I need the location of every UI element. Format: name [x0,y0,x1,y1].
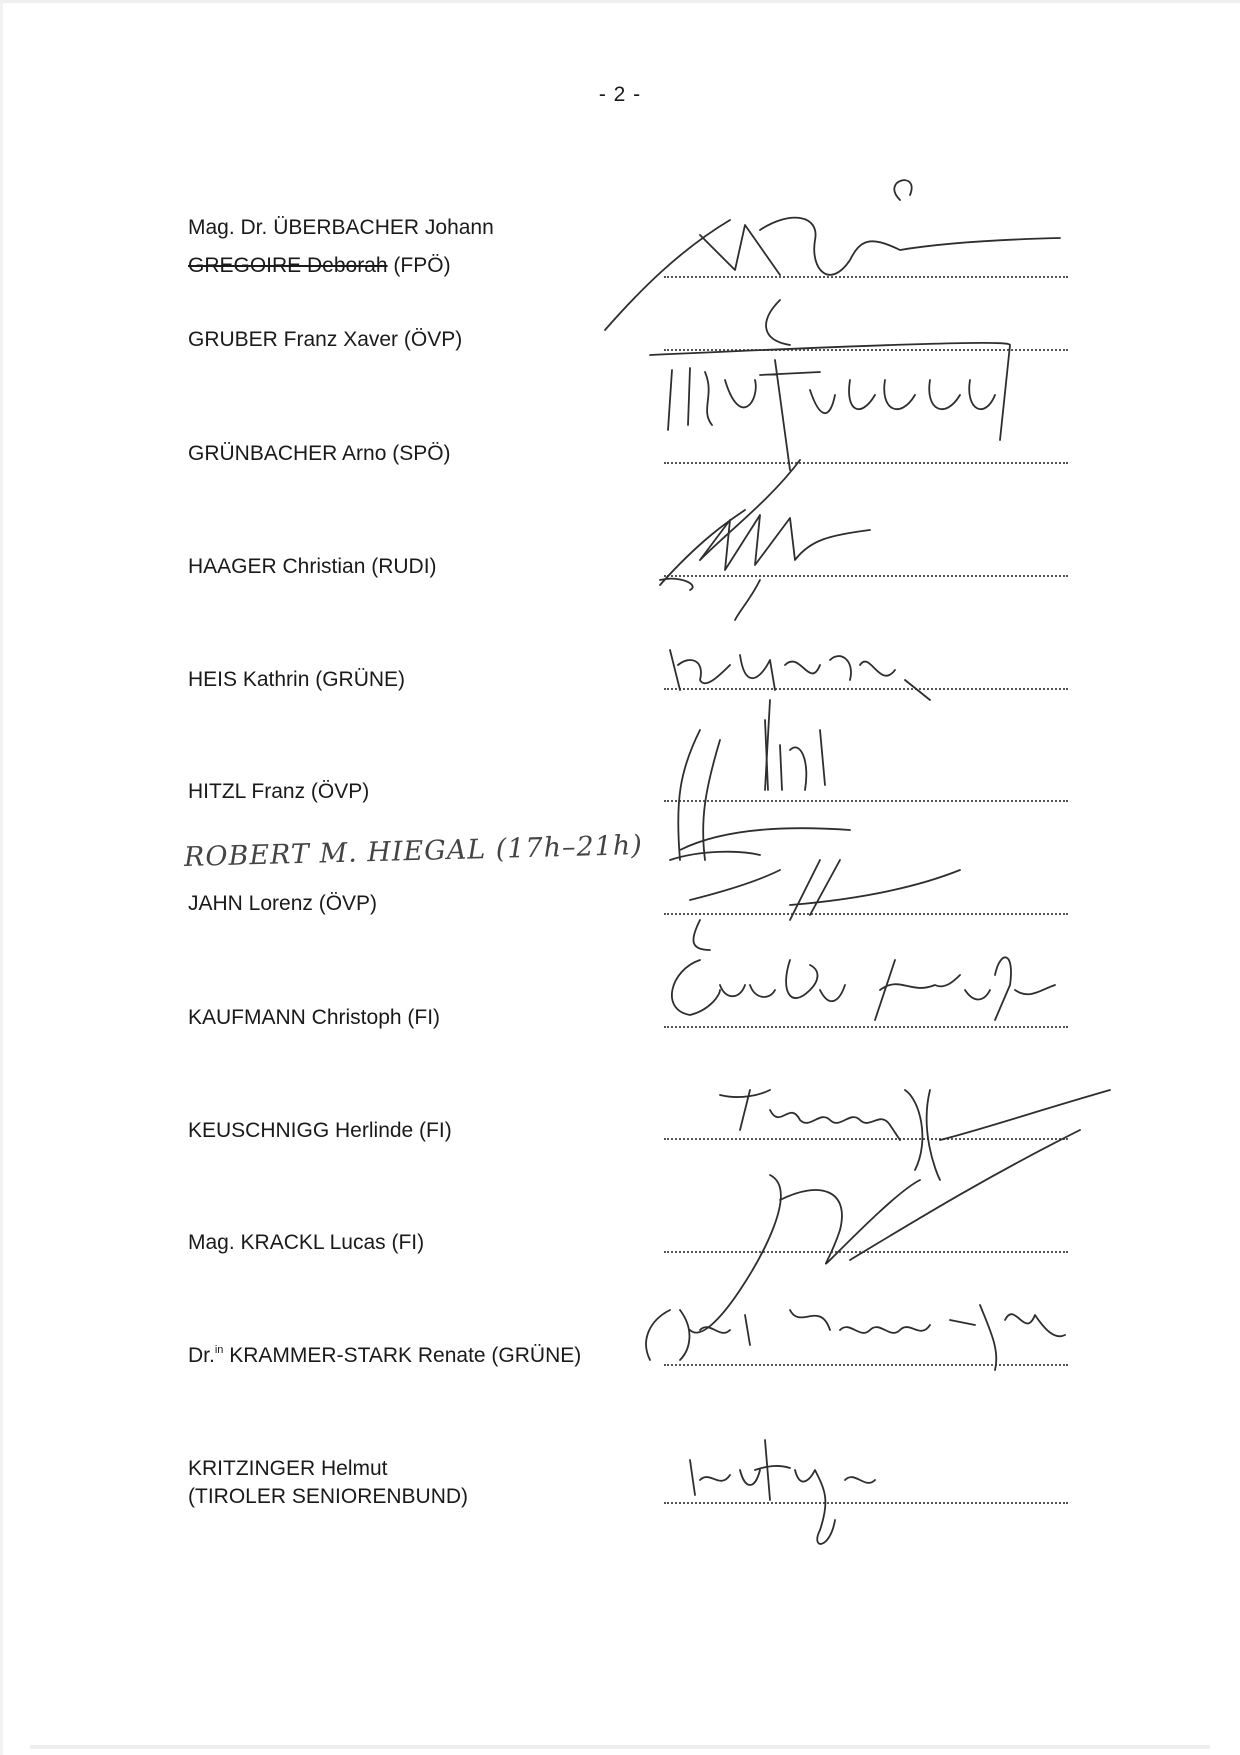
signature-krackl [690,1130,1080,1333]
page-number: - 2 - [598,83,642,106]
struck-name: GREGOIRE Deborah [188,254,388,277]
signatory-name-kaufmann: KAUFMANN Christoph (FI) [188,1006,441,1029]
signature-line [664,462,1068,464]
signatory-name-hitzl: HITZL Franz (ÖVP) [188,780,370,803]
signature-kaufmann [672,957,1055,1020]
name-line: KRITZINGER Helmut [188,1457,388,1480]
party-label: (FPÖ) [387,254,451,277]
signature-line [664,1502,1068,1504]
signature-line [664,1364,1068,1366]
page-edge [0,0,1240,3]
signature-keuschnigg [720,1090,1110,1180]
signature-krammer-stark [646,1305,1065,1370]
name-rest: KRAMMER-STARK Renate (GRÜNE) [223,1344,582,1367]
page-edge [30,1745,1210,1749]
signatory-name-krackl: Mag. KRACKL Lucas (FI) [188,1231,425,1254]
signature-grunbacher [650,343,1010,560]
signatory-name-grunbacher: GRÜNBACHER Arno (SPÖ) [188,442,451,465]
signature-kritzinger [690,1440,875,1544]
signatory-name-heis: HEIS Kathrin (GRÜNE) [188,668,406,691]
signature-line [664,276,1068,278]
signature-line [664,913,1068,915]
signature-heis [670,650,930,790]
signature-haager [660,510,870,620]
signature-hitzl [678,720,850,860]
signature-line [664,349,1068,351]
signatory-name-kritzinger [188,1455,468,1512]
signatory-name-haager: HAAGER Christian (RUDI) [188,555,437,578]
signatory-name-uberbacher: Mag. Dr. ÜBERBACHER Johann [188,216,494,239]
handwritten-note: ROBERT M. HIEGAL (17h–21h) [183,829,644,874]
signature-line [664,800,1068,802]
signature-line [664,575,1068,577]
signature-line [664,1138,1068,1140]
signature-line [664,688,1068,690]
signatory-name-krammer-stark [188,1342,581,1370]
affiliation-line: (TIROLER SENIORENBUND) [188,1485,469,1509]
signature-line [664,1251,1068,1253]
page-edge [0,0,3,1755]
title-prefix: Dr. [188,1344,215,1367]
signature-jahn [670,852,960,950]
title-superscript: in [214,1344,224,1356]
signature-line [664,1026,1068,1028]
signatory-name-gruber: GRUBER Franz Xaver (ÖVP) [188,328,463,351]
signatory-name-keuschnigg: KEUSCHNIGG Herlinde (FI) [188,1119,452,1142]
signature-uberbacher [605,180,1060,345]
signatory-name-gregoire [188,252,451,280]
signatory-name-jahn: JAHN Lorenz (ÖVP) [188,892,378,915]
